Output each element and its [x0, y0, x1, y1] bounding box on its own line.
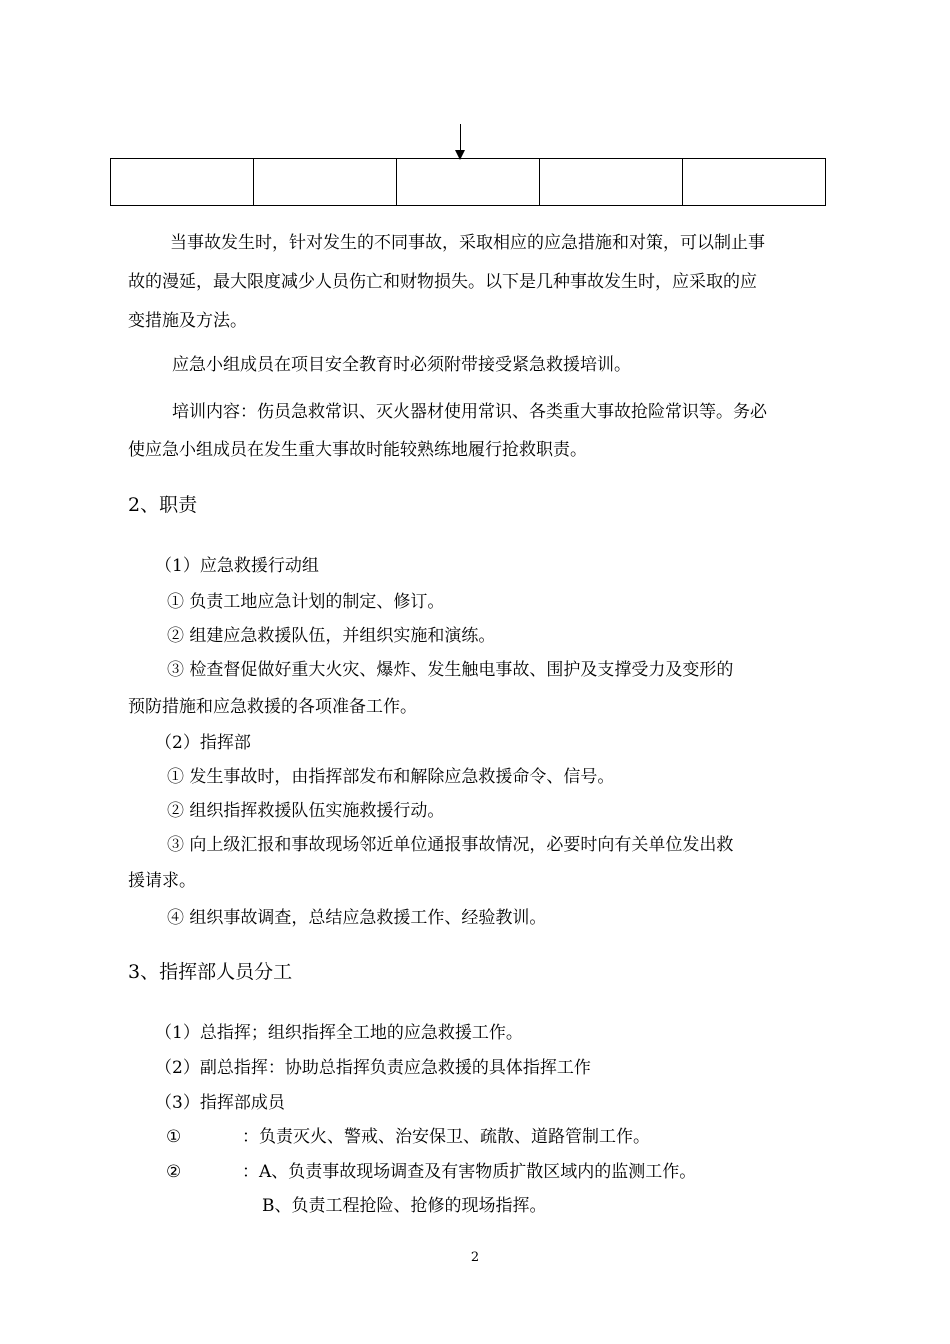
section-heading: 2、职责: [128, 494, 198, 516]
paragraph-line: 培训内容：伤员急救常识、灭火器材使用常识、各类重大事故抢险常识等。务必: [172, 402, 767, 422]
org-chart-cell: [397, 159, 540, 205]
section-heading: 3、指挥部人员分工: [128, 961, 293, 983]
role-line: （3）指挥部成员: [155, 1093, 285, 1113]
list-item: ① 负责工地应急计划的制定、修订。: [167, 592, 445, 612]
list-item: ① 发生事故时，由指挥部发布和解除应急救援命令、信号。: [167, 767, 615, 787]
paragraph-line: 应急小组成员在项目安全教育时必须附带接受紧急救援培训。: [172, 355, 631, 375]
arrow-icon: [460, 124, 461, 152]
page-number: 2: [470, 1250, 480, 1265]
role-line: （2）副总指挥：协助总指挥负责应急救援的具体指挥工作: [155, 1058, 591, 1078]
member-number: ①: [166, 1127, 182, 1147]
list-item: ③ 向上级汇报和事故现场邻近单位通报事故情况，必要时向有关单位发出救: [167, 835, 734, 855]
paragraph-line: 当事故发生时，针对发生的不同事故，采取相应的应急措施和对策，可以制止事: [170, 233, 765, 253]
list-item-continuation: 援请求。: [128, 871, 196, 891]
member-duty: B、负责工程抢险、抢修的现场指挥。: [262, 1196, 547, 1216]
list-item-continuation: 预防措施和应急救援的各项准备工作。: [128, 697, 417, 717]
paragraph-line: 使应急小组成员在发生重大事故时能较熟练地履行抢救职责。: [128, 440, 587, 460]
paragraph-line: 故的漫延，最大限度减少人员伤亡和财物损失。以下是几种事故发生时，应采取的应: [128, 272, 757, 292]
org-chart-row: [110, 158, 826, 206]
list-item: ④ 组织事故调查，总结应急救援工作、经验教训。: [167, 908, 547, 928]
member-duty: ：负责灭火、警戒、治安保卫、疏散、道路管制工作。: [242, 1127, 650, 1147]
member-duty: ：A、负责事故现场调查及有害物质扩散区域内的监测工作。: [242, 1162, 697, 1182]
org-chart-cell: [540, 159, 683, 205]
org-chart-cell: [254, 159, 397, 205]
subsection-title: （2）指挥部: [155, 733, 251, 753]
list-item: ② 组织指挥救援队伍实施救援行动。: [167, 801, 445, 821]
org-chart-cell: [683, 159, 825, 205]
list-item: ③ 检查督促做好重大火灾、爆炸、发生触电事故、围护及支撑受力及变形的: [167, 660, 734, 680]
role-line: （1）总指挥；组织指挥全工地的应急救援工作。: [155, 1023, 523, 1043]
paragraph-line: 变措施及方法。: [128, 311, 247, 331]
subsection-title: （1）应急救援行动组: [155, 556, 319, 576]
list-item: ② 组建应急救援队伍，并组织实施和演练。: [167, 626, 496, 646]
org-chart-cell: [111, 159, 254, 205]
member-number: ②: [166, 1162, 182, 1182]
